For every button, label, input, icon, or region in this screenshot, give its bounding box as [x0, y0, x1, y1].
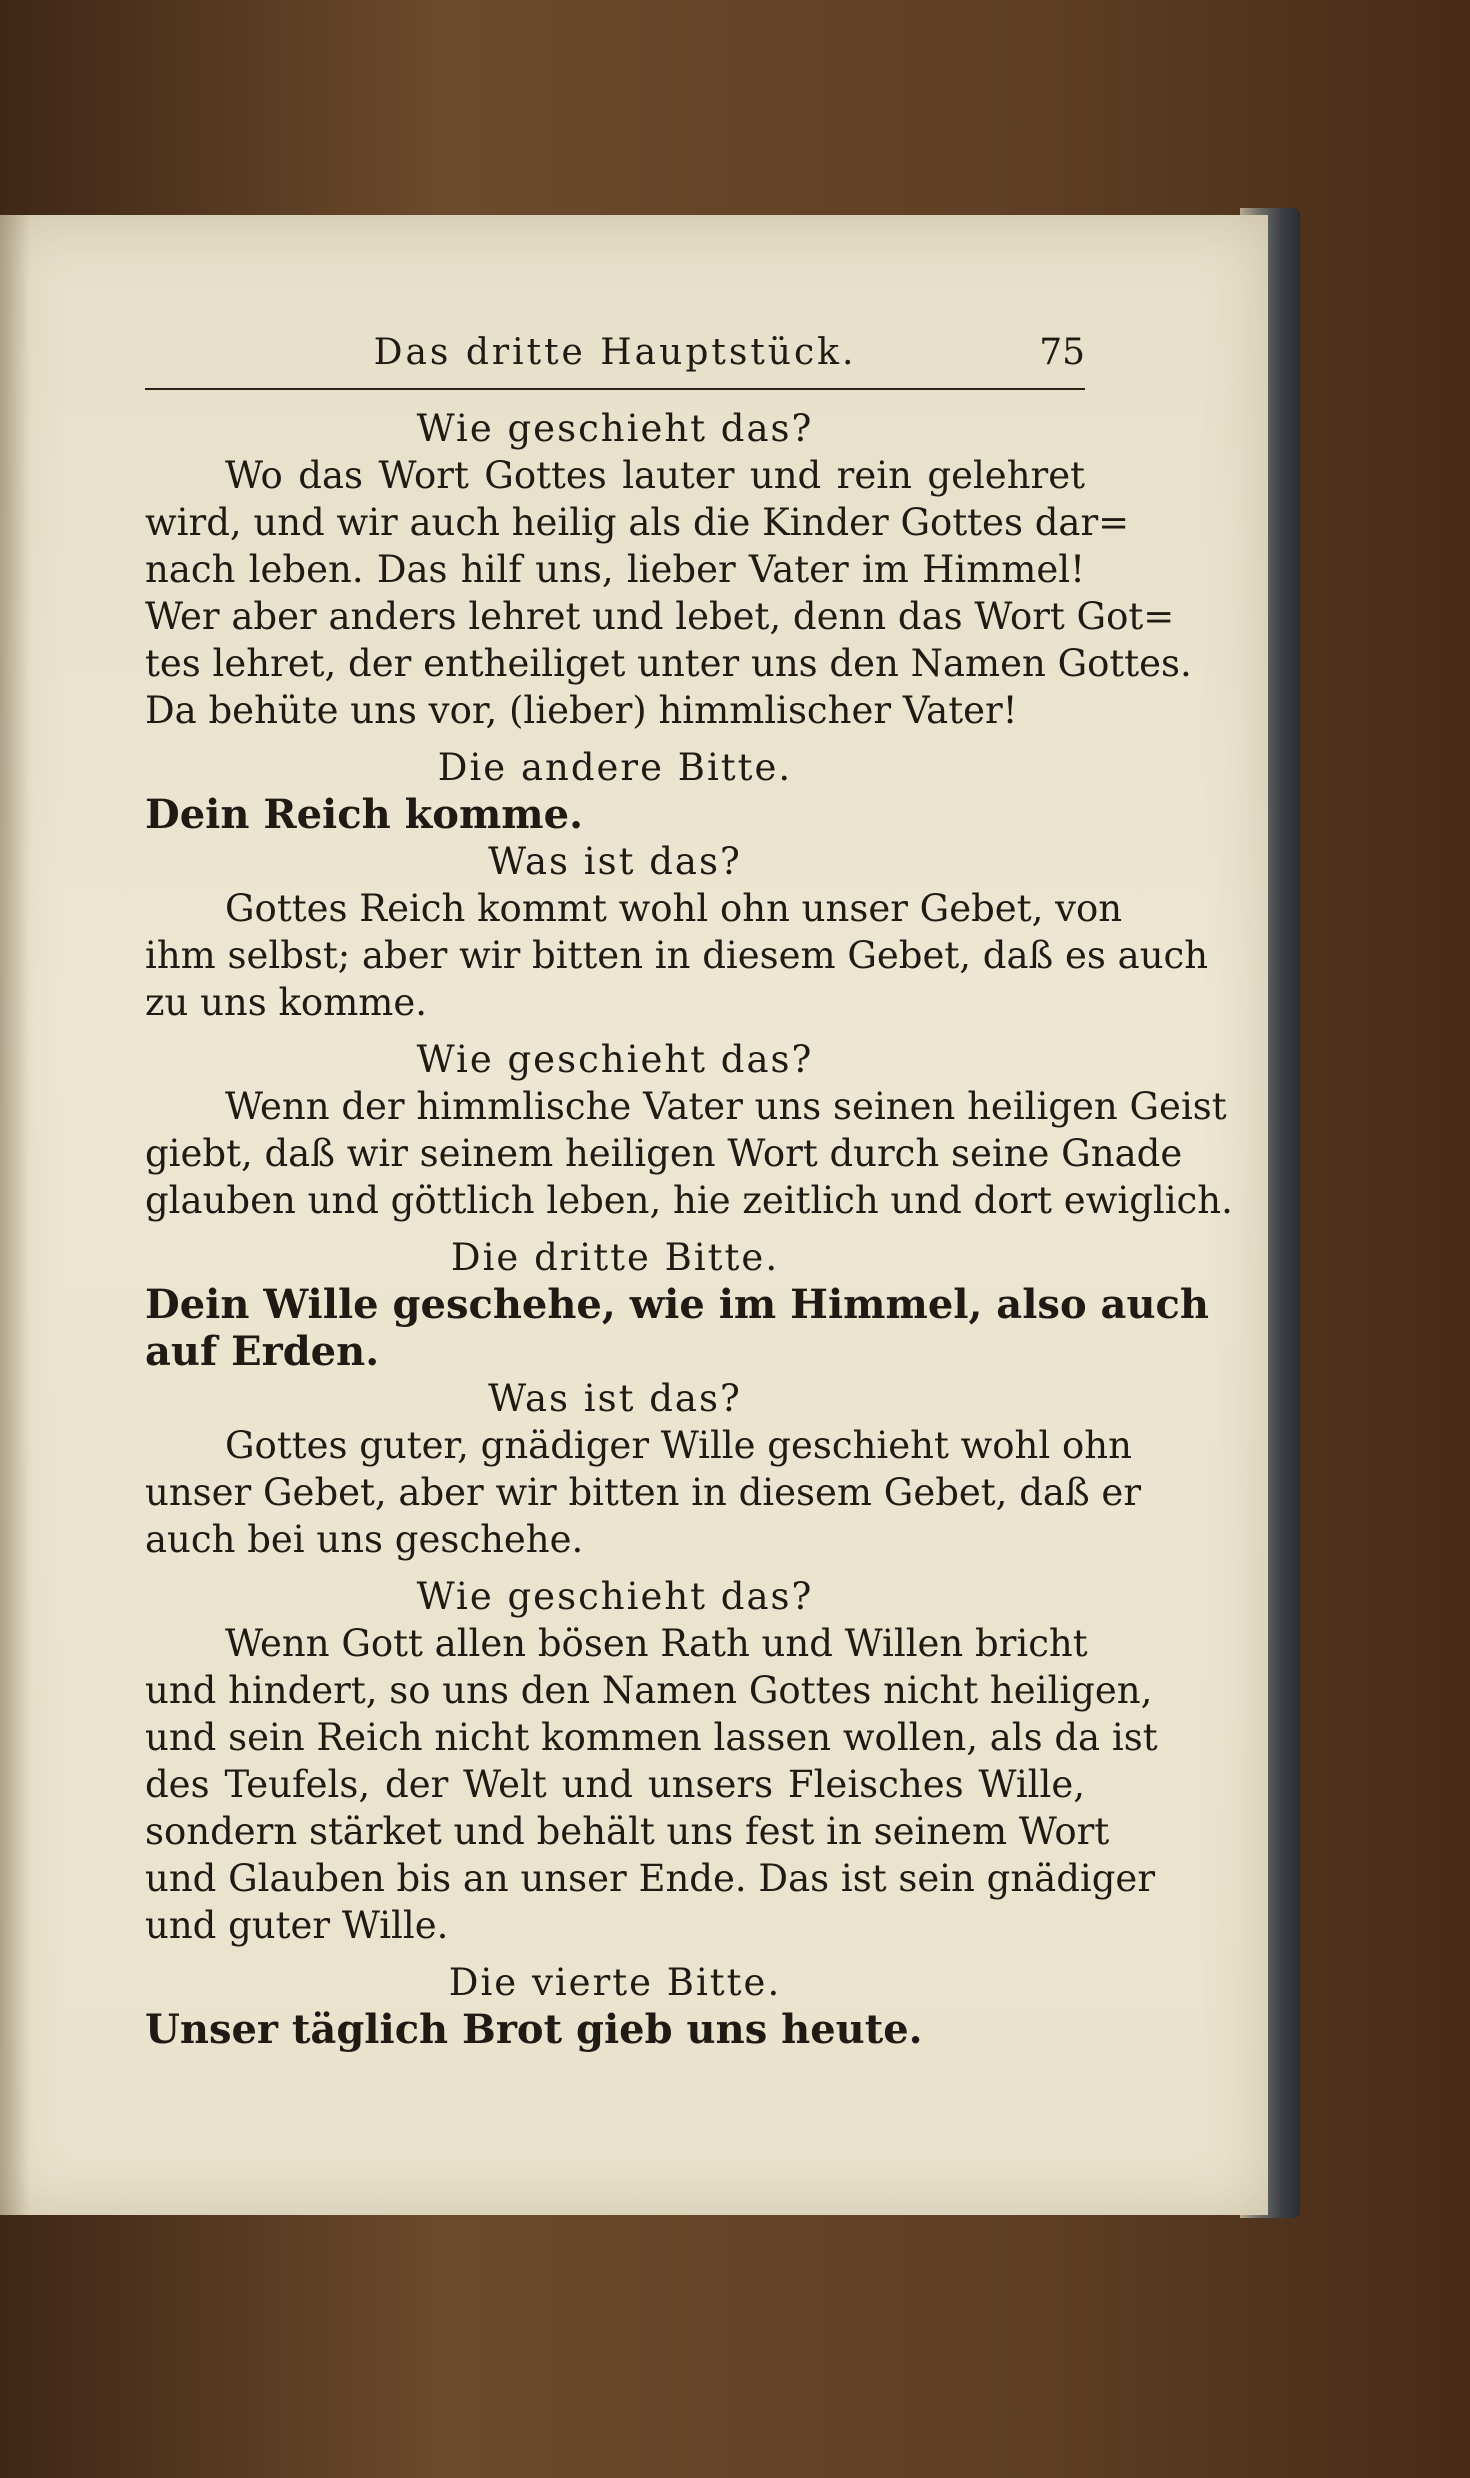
petition-heading: Die andere Bitte.	[437, 746, 793, 789]
text-line: wird, und wir auch heilig als die Kinder Gottes dar=	[145, 501, 1130, 544]
text-line: tes lehret, der entheiliget unter uns den Namen Gottes.	[145, 642, 1192, 685]
petition-text: Unser täglich Brot gieb uns heute.	[145, 2006, 923, 2053]
text-line: sondern stärket und behält uns fest in seinem Wort	[145, 1810, 1110, 1853]
question-heading: Was ist das?	[488, 1377, 742, 1420]
question-heading: Was ist das?	[488, 840, 742, 883]
text-line: ihm selbst; aber wir bitten in diesem Gebet, daß es auch	[145, 934, 1209, 977]
petition-heading: Die vierte Bitte.	[448, 1961, 782, 2004]
text-line: und hindert, so uns den Namen Gottes nicht heiligen,	[145, 1669, 1153, 1712]
text-line: Da behüte uns vor, (lieber) himmlischer Vater!	[145, 689, 1018, 732]
text-line: glauben und göttlich leben, hie zeitlich und dort ewiglich.	[145, 1179, 1233, 1222]
text-line: unser Gebet, aber wir bitten in diesem Gebet, daß er	[145, 1471, 1142, 1514]
text-line: Wenn der himmlische Vater uns seinen heiligen Geist	[225, 1085, 1227, 1128]
text-line: Wenn Gott allen bösen Rath und Willen bricht	[225, 1622, 1088, 1665]
page-number: 75	[1039, 332, 1085, 373]
petition-text: Dein Wille geschehe, wie im Himmel, also auch	[145, 1281, 1209, 1328]
page-text	[145, 405, 1233, 2053]
text-line: des Teufels, der Welt und unsers Fleisches Wille,	[145, 1763, 1085, 1806]
question-heading: Wie geschieht das?	[416, 1038, 814, 1081]
text-line: und guter Wille.	[145, 1904, 449, 1947]
question-heading: Wie geschieht das?	[416, 407, 814, 450]
page-gutter-shadow	[0, 215, 30, 2215]
text-line: zu uns komme.	[145, 981, 428, 1024]
text-line: Gottes guter, gnädiger Wille geschieht wohl ohn	[225, 1424, 1132, 1467]
question-heading: Wie geschieht das?	[416, 1575, 814, 1618]
text-line: Wo das Wort Gottes lauter und rein gelehret	[225, 454, 1085, 497]
petition-heading: Die dritte Bitte.	[450, 1236, 780, 1279]
text-line: und Glauben bis an unser Ende. Das ist sein gnädiger	[145, 1857, 1156, 1900]
text-line: Wer aber anders lehret und lebet, denn das Wort Got=	[145, 595, 1175, 638]
header-rule	[145, 388, 1085, 390]
text-line: auch bei uns geschehe.	[145, 1518, 584, 1561]
running-header	[145, 328, 1085, 378]
petition-text: auf Erden.	[145, 1328, 380, 1375]
text-line: und sein Reich nicht kommen lassen wollen, als da ist	[145, 1716, 1158, 1759]
text-line: Gottes Reich kommt wohl ohn unser Gebet, von	[225, 887, 1123, 930]
text-line: nach leben. Das hilf uns, lieber Vater im Himmel!	[145, 548, 1085, 591]
petition-text: Dein Reich komme.	[145, 791, 584, 838]
text-line: giebt, daß wir seinem heiligen Wort durch seine Gnade	[145, 1132, 1183, 1175]
running-title: Das dritte Hauptstück.	[373, 332, 857, 373]
